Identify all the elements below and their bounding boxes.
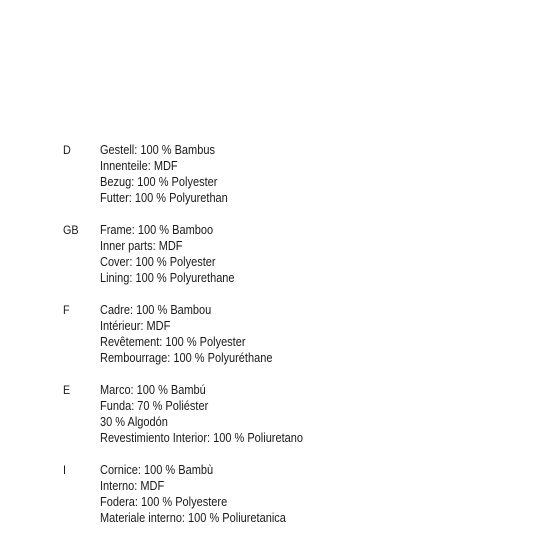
material-line: Cover: 100 % Polyester [100,255,216,269]
material-lines [100,222,235,286]
material-line: Marco: 100 % Bambú [100,383,206,397]
material-line: Lining: 100 % Polyurethane [100,271,235,285]
material-line: Bezug: 100 % Polyester [100,175,218,189]
material-line: Funda: 70 % Poliéster [100,399,209,413]
material-line: Cadre: 100 % Bambou [100,303,212,317]
material-line: Inner parts: MDF [100,239,183,253]
material-line: Gestell: 100 % Bambus [100,143,215,157]
material-line: Intérieur: MDF [100,319,171,333]
language-code: GB [63,223,79,237]
language-block-d [0,142,550,206]
material-line: 30 % Algodón [100,415,168,429]
language-code: D [63,143,71,157]
material-line: Revêtement: 100 % Polyester [100,335,246,349]
material-line: Frame: 100 % Bamboo [100,223,214,237]
material-lines [100,302,272,366]
material-line: Innenteile: MDF [100,159,178,173]
material-line: Rembourrage: 100 % Polyuréthane [100,351,273,365]
material-composition-list [0,142,550,542]
material-lines [100,142,228,206]
material-line: Cornice: 100 % Bambù [100,463,214,477]
language-block-e [0,382,550,446]
material-line: Materiale interno: 100 % Poliuretanica [100,511,286,525]
material-line: Fodera: 100 % Polyestere [100,495,228,509]
language-block-f [0,302,550,366]
language-code: E [63,383,71,397]
material-line: Interno: MDF [100,479,165,493]
language-code: F [63,303,70,317]
language-code: I [63,463,67,477]
material-line: Revestimiento Interior: 100 % Poliuretano [100,431,304,445]
material-lines [100,462,286,526]
material-line: Futter: 100 % Polyurethan [100,191,228,205]
material-lines [100,382,303,446]
language-block-i [0,462,550,526]
language-block-gb [0,222,550,286]
